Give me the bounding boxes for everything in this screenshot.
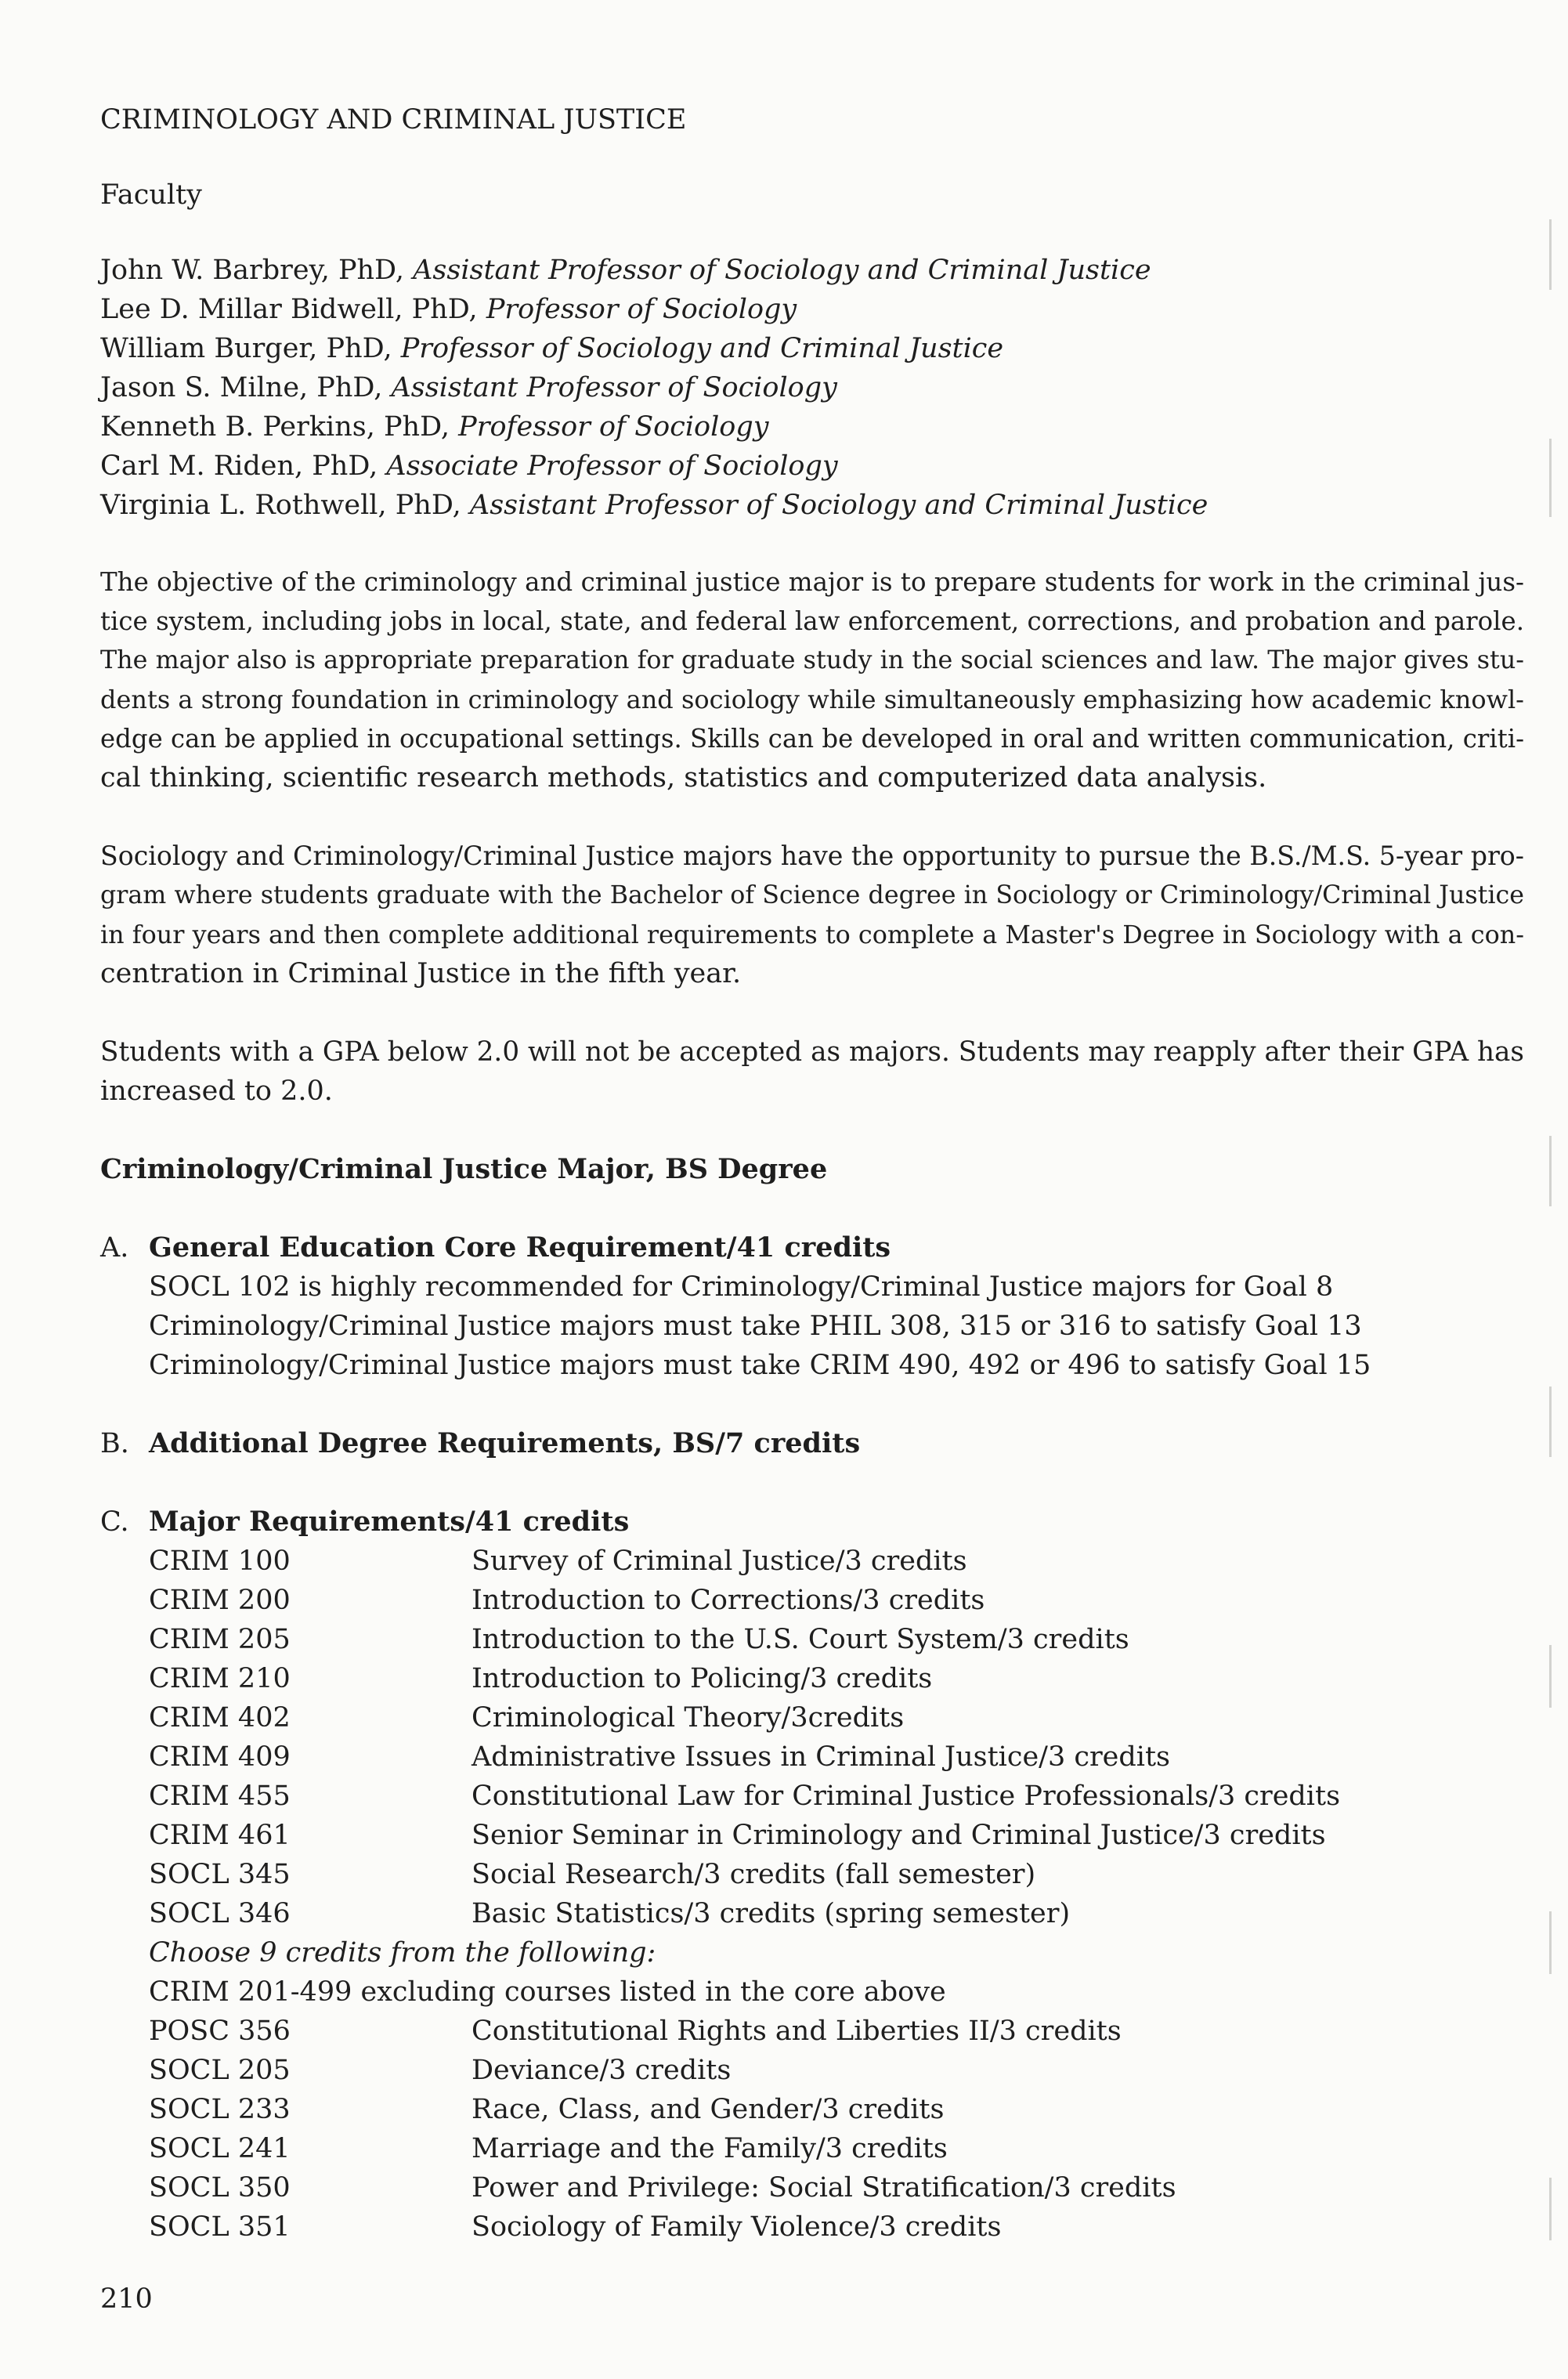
paragraph-line: dents a strong foundation in criminology and sociology while simultaneously emphasizing how academic knowl- — [100, 685, 1524, 714]
paragraph-line: The objective of the criminology and criminal justice major is to prepare students for work in the criminal jus- — [100, 567, 1524, 597]
faculty-entry — [100, 251, 1151, 290]
course-code: CRIM 200 — [149, 1585, 291, 1616]
course-title: Social Research/3 credits (fall semester) — [471, 1859, 1036, 1890]
section-heading: Additional Degree Requirements, BS/7 credits — [149, 1427, 861, 1459]
page-title: CRIMINOLOGY AND CRIMINAL JUSTICE — [100, 104, 687, 136]
scan-edge-mark — [1549, 219, 1552, 290]
paragraph-line: Students with a GPA below 2.0 will not be accepted as majors. Students may reapply after their GPA has — [100, 1036, 1524, 1068]
faculty-name: Kenneth B. Perkins, PhD, — [100, 411, 450, 443]
scan-edge-mark — [1549, 1387, 1552, 1457]
course-title: Basic Statistics/3 credits (spring semester) — [471, 1898, 1071, 1929]
course-title: Constitutional Law for Criminal Justice Professionals/3 credits — [471, 1781, 1341, 1812]
faculty-name: Jason S. Milne, PhD, — [100, 372, 383, 403]
page-number: 210 — [100, 2283, 153, 2315]
paragraph-line: Sociology and Criminology/Criminal Justice majors have the opportunity to pursue the B.S./M.S. 5-year pro- — [100, 841, 1524, 871]
section-letter: B. — [100, 1428, 129, 1459]
degree-heading: Criminology/Criminal Justice Major, BS Degree — [100, 1153, 828, 1185]
faculty-title: Associate Professor of Sociology — [386, 450, 838, 482]
course-title: Senior Seminar in Criminology and Criminal Justice/3 credits — [471, 1820, 1326, 1851]
course-title: Sociology of Family Violence/3 credits — [471, 2211, 1002, 2243]
paragraph-line: cal thinking, scientific research methods, statistics and computerized data analysis. — [100, 762, 1267, 794]
course-code: POSC 356 — [149, 2016, 291, 2047]
course-code: CRIM 210 — [149, 1663, 291, 1694]
section-heading: Major Requirements/41 credits — [149, 1506, 630, 1538]
faculty-entry — [100, 368, 837, 407]
scan-edge-mark — [1549, 1645, 1552, 1708]
scan-edge-mark — [1549, 439, 1552, 517]
paragraph-line: increased to 2.0. — [100, 1076, 333, 1107]
course-title: Introduction to Policing/3 credits — [471, 1663, 933, 1694]
faculty-entry — [100, 407, 769, 447]
course-title: Constitutional Rights and Liberties II/3 credits — [471, 2016, 1122, 2047]
paragraph-line: edge can be applied in occupational settings. Skills can be developed in oral and written communication, criti- — [100, 724, 1524, 754]
requirement-note: Criminology/Criminal Justice majors must take CRIM 490, 492 or 496 to satisfy Goal 15 — [149, 1350, 1371, 1381]
course-title: Power and Privilege: Social Stratification/3 credits — [471, 2172, 1176, 2204]
course-title: Deviance/3 credits — [471, 2055, 732, 2086]
faculty-entry — [100, 290, 797, 329]
faculty-entry — [100, 447, 838, 486]
course-title: Introduction to Corrections/3 credits — [471, 1585, 985, 1616]
section-letter: A. — [100, 1232, 129, 1264]
course-code: SOCL 351 — [149, 2211, 291, 2243]
faculty-title: Professor of Sociology — [458, 411, 769, 443]
paragraph-line: The major also is appropriate preparation for graduate study in the social sciences and law. The major gives stu- — [100, 646, 1524, 674]
course-title: Introduction to the U.S. Court System/3 credits — [471, 1624, 1129, 1655]
course-code: CRIM 409 — [149, 1741, 291, 1773]
course-code: CRIM 205 — [149, 1624, 291, 1655]
faculty-name: William Burger, PhD, — [100, 333, 392, 364]
course-code: SOCL 205 — [149, 2055, 291, 2086]
paragraph-line: centration in Criminal Justice in the fifth year. — [100, 958, 742, 989]
section-letter: C. — [100, 1506, 129, 1538]
course-code: SOCL 241 — [149, 2133, 291, 2164]
faculty-title: Professor of Sociology and Criminal Justice — [400, 333, 1004, 364]
faculty-entry — [100, 486, 1208, 525]
course-code: SOCL 233 — [149, 2094, 291, 2125]
paragraph-line: tice system, including jobs in local, state, and federal law enforcement, corrections, and probation and parole. — [100, 606, 1524, 636]
faculty-name: John W. Barbrey, PhD, — [100, 255, 404, 286]
course-code: SOCL 345 — [149, 1859, 291, 1890]
course-title: Race, Class, and Gender/3 credits — [471, 2094, 945, 2125]
faculty-heading: Faculty — [100, 179, 202, 211]
section-heading: General Education Core Requirement/41 credits — [149, 1231, 891, 1264]
paragraph-line: gram where students graduate with the Bachelor of Science degree in Sociology or Criminology/Criminal Justice — [100, 881, 1524, 909]
course-title: Survey of Criminal Justice/3 credits — [471, 1546, 967, 1577]
course-code: SOCL 346 — [149, 1898, 291, 1929]
faculty-name: Lee D. Millar Bidwell, PhD, — [100, 294, 478, 325]
course-code: CRIM 402 — [149, 1702, 291, 1734]
choose-note: Choose 9 credits from the following: — [149, 1937, 656, 1969]
course-code: CRIM 100 — [149, 1546, 291, 1577]
scan-edge-mark — [1549, 1911, 1552, 1974]
range-line: CRIM 201-499 excluding courses listed in the core above — [149, 1976, 946, 2008]
faculty-title: Assistant Professor of Sociology and Criminal Justice — [413, 255, 1151, 286]
course-title: Marriage and the Family/3 credits — [471, 2133, 948, 2164]
course-title: Administrative Issues in Criminal Justice/3 credits — [471, 1741, 1171, 1773]
course-code: CRIM 461 — [149, 1820, 291, 1851]
scan-edge-mark — [1549, 1136, 1552, 1206]
paragraph-line: in four years and then complete additional requirements to complete a Master's Degree in Sociology with a con- — [100, 920, 1524, 949]
course-code: SOCL 350 — [149, 2172, 291, 2204]
faculty-title: Professor of Sociology — [486, 294, 797, 325]
course-code: CRIM 455 — [149, 1781, 291, 1812]
faculty-title: Assistant Professor of Sociology and Criminal Justice — [469, 490, 1209, 521]
requirement-note: SOCL 102 is highly recommended for Criminology/Criminal Justice majors for Goal 8 — [149, 1271, 1334, 1303]
faculty-entry — [100, 329, 1003, 368]
faculty-name: Carl M. Riden, PhD, — [100, 450, 378, 482]
course-title: Criminological Theory/3credits — [471, 1702, 905, 1734]
faculty-title: Assistant Professor of Sociology — [391, 372, 837, 403]
faculty-name: Virginia L. Rothwell, PhD, — [100, 490, 461, 521]
scan-edge-mark — [1549, 2178, 1552, 2240]
requirement-note: Criminology/Criminal Justice majors must take PHIL 308, 315 or 316 to satisfy Goal 13 — [149, 1311, 1362, 1342]
